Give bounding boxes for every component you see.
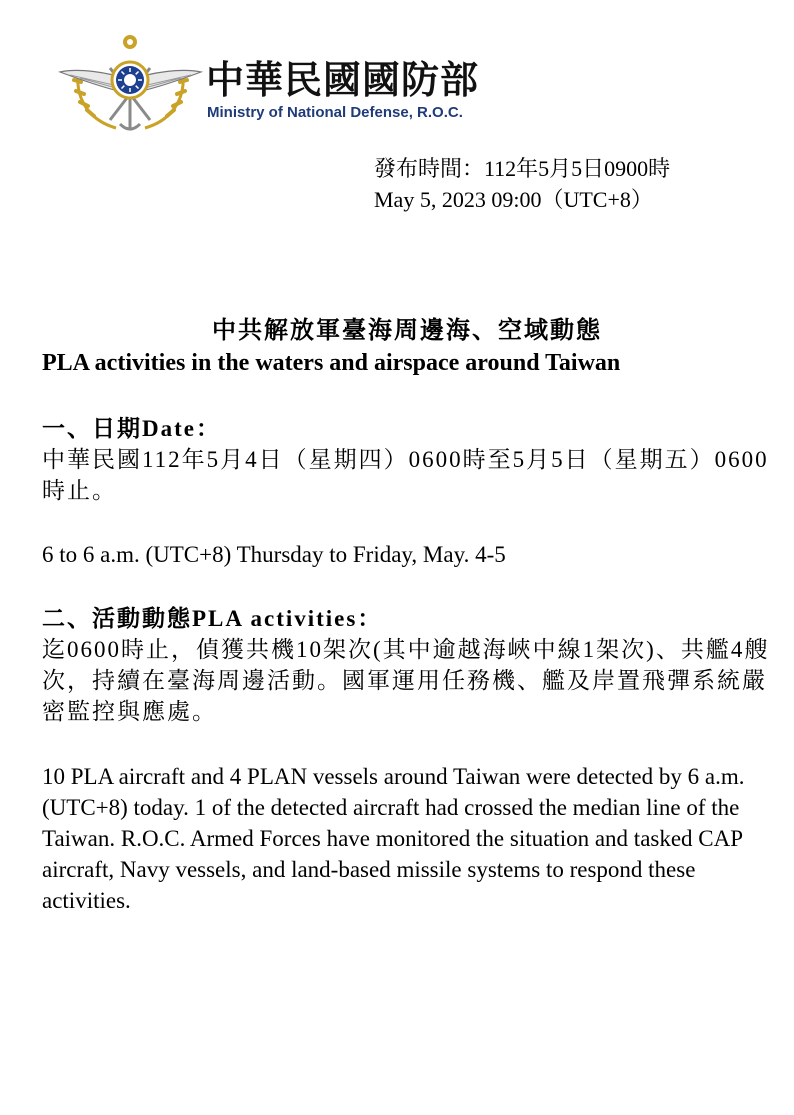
document-title <box>42 315 762 379</box>
activities-heading: 二、活動動態PLA activities： <box>42 606 383 631</box>
ministry-name-zh: 中華民國國防部 <box>206 58 480 102</box>
date-section <box>42 413 772 506</box>
release-time-zh: 發布時間：112年5月5日0900時 <box>374 156 671 181</box>
release-time-en: May 5, 2023 09:00（UTC+8） <box>374 187 653 212</box>
date-heading: 一、日期Date： <box>42 416 221 441</box>
activities-text-en: 10 PLA aircraft and 4 PLAN vessels around Taiwan were detected by 6 a.m.(UTC+8) today. 1 of the detected aircraft had crossed the median line of the Taiwan. R.O.C. Armed Forces have monitored the situation and tasked CAP aircraft, Navy vessels, and land-based missile systems to respond these activities. <box>42 764 745 913</box>
ministry-name-en: Ministry of National Defense, R.O.C. <box>207 104 463 121</box>
activities-text-zh: 迄0600時止，偵獲共機10架次(其中逾越海峽中線1架次)、共艦4艘次，持續在臺海周邊活動。國軍運用任務機、艦及岸置飛彈系統嚴密監控與應處。 <box>42 637 770 724</box>
title-zh: 中共解放軍臺海周邊海、空域動態 <box>212 318 602 344</box>
date-en-section <box>42 539 772 570</box>
date-text-en: 6 to 6 a.m. (UTC+8) Thursday to Friday, May. 4-5 <box>42 542 506 567</box>
ministry-emblem-icon <box>58 28 203 140</box>
date-text-zh: 中華民國112年5月4日（星期四）0600時至5月5日（星期五）0600時止。 <box>42 447 769 503</box>
letterhead <box>58 28 518 140</box>
release-time-block <box>374 153 670 215</box>
title-en: PLA activities in the waters and airspace around Taiwan <box>42 350 621 376</box>
activities-section <box>42 603 772 727</box>
activities-en-section <box>42 761 764 916</box>
